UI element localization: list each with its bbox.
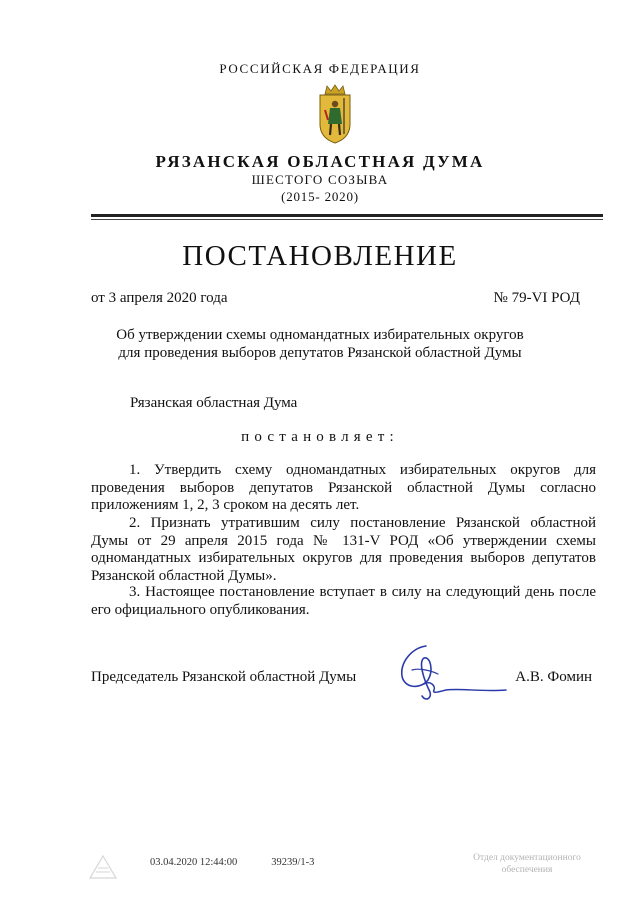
signatory-position: Председатель Рязанской областной Думы: [91, 669, 357, 685]
convocation-years: (2015- 2020): [281, 189, 359, 204]
organization-title: РЯЗАНСКАЯ ОБЛАСТНАЯ ДУМА: [155, 152, 485, 171]
handwritten-signature-icon: [390, 640, 508, 706]
subject-line: Об утверждении схемы одномандатных избирательных округов: [116, 327, 524, 343]
stamp-line: Отдел документационного: [473, 853, 581, 863]
document-type-title: ПОСТАНОВЛЕНИЕ: [182, 240, 458, 272]
resolves-label: постановляет:: [241, 429, 399, 445]
registration-info: [150, 857, 314, 868]
resolution-paragraph-2: 2. Признать утратившим силу постановление Рязанской областной Думы от 29 апреля 2015 года № 131-V РОД «Об утверждении схемы одномандатных избирательных округов для проведения выборов депутатов Рязанской областной Думы».: [91, 515, 596, 584]
header-divider-thin: [91, 219, 603, 220]
document-date: от 3 апреля 2020 года: [91, 290, 228, 306]
stamp-line: обеспечения: [501, 865, 553, 875]
registration-timestamp: 03.04.2020 12:44:00: [150, 857, 238, 868]
signatory-name: А.В. Фомин: [515, 669, 592, 685]
convocation-label: ШЕСТОГО СОЗЫВА: [251, 172, 389, 187]
subject-line: для проведения выборов депутатов Рязанской областной Думы: [118, 345, 522, 361]
department-stamp: [447, 852, 607, 876]
resolution-paragraph-3: 3. Настоящее постановление вступает в силу на следующий день после его официального опубликования.: [91, 584, 596, 618]
document-subject: [0, 326, 640, 362]
country-heading: РОССИЙСКАЯ ФЕДЕРАЦИЯ: [219, 61, 421, 76]
resolution-paragraph-1: 1. Утвердить схему одномандатных избирательных округов для проведения выборов депутатов Рязанской областной Думы согласно приложениям 1, 2, 3 сроком на десять лет.: [91, 462, 596, 514]
coat-of-arms-icon: [317, 84, 353, 144]
issuer-name: Рязанская областная Дума: [130, 395, 298, 411]
registration-number: 39239/1-3: [271, 857, 315, 868]
header-divider-thick: [91, 214, 603, 217]
document-number: № 79-VI РОД: [493, 290, 580, 306]
scanner-watermark-icon: [86, 852, 120, 882]
